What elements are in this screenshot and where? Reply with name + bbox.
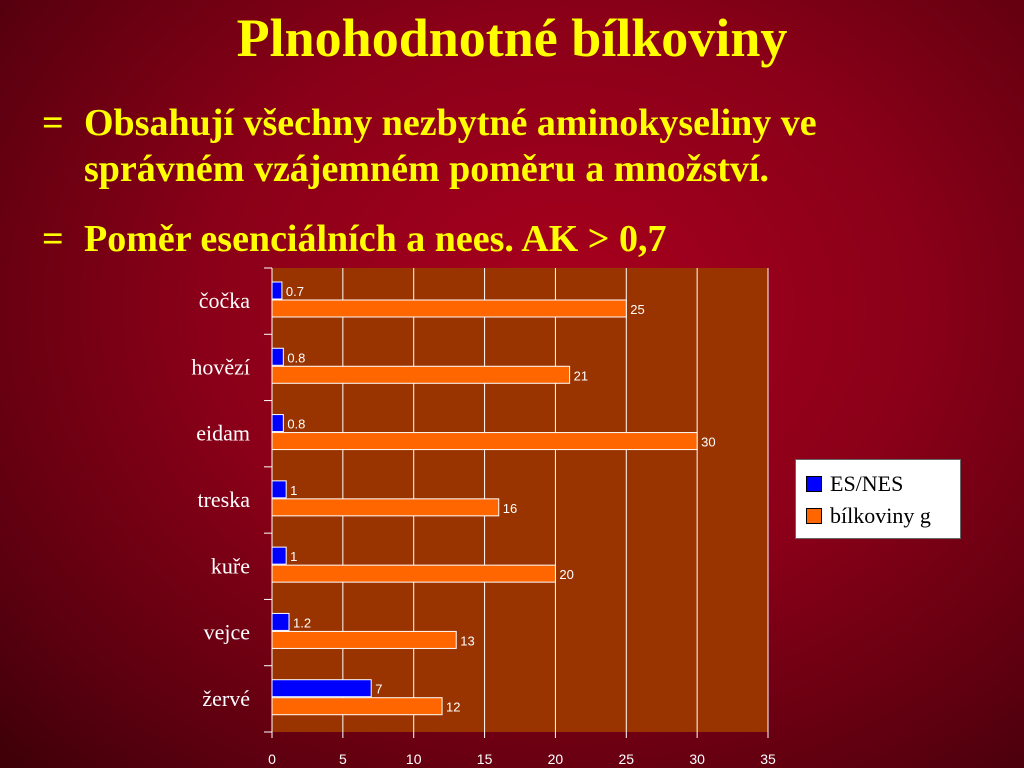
legend-label-protein: bílkoviny g	[830, 503, 931, 528]
data-label-es-nes: 7	[375, 681, 383, 697]
category-label: hovězí	[191, 354, 250, 380]
category-label: čočka	[198, 288, 250, 314]
bar-protein	[272, 499, 499, 516]
bar-es-nes	[272, 415, 283, 432]
bar-es-nes	[272, 481, 286, 498]
data-label-protein: 12	[446, 699, 461, 715]
bullet-2-text: Poměr esenciálních a nees. AK > 0,7	[84, 218, 667, 260]
category-label: žervé	[202, 685, 250, 711]
bullet-1-text: Obsahují všechny nezbytné aminokyseliny ve správném vzájemném poměru a množství.	[84, 102, 817, 190]
data-label-es-nes: 1.2	[293, 615, 312, 631]
x-tick-label: 35	[760, 751, 776, 767]
bar-es-nes	[272, 547, 286, 564]
x-tick-label: 30	[689, 751, 705, 767]
bar-protein	[272, 366, 570, 383]
data-label-es-nes: 1	[290, 549, 298, 565]
bar-protein	[272, 698, 442, 715]
data-label-es-nes: 0.8	[287, 350, 306, 366]
data-label-protein: 21	[573, 368, 589, 384]
bar-es-nes	[272, 282, 282, 299]
x-tick-label: 15	[476, 751, 493, 767]
data-label-es-nes: 0.7	[285, 284, 304, 299]
legend-item-es-nes	[806, 470, 903, 498]
legend-swatch-es-nes	[806, 476, 822, 492]
x-tick-label: 5	[338, 751, 347, 767]
data-label-es-nes: 1	[290, 482, 298, 498]
x-tick-label: 10	[405, 751, 422, 767]
category-label: eidam	[196, 420, 250, 446]
bar-protein	[272, 565, 555, 582]
legend-item-protein	[806, 502, 931, 530]
bar-protein	[272, 433, 697, 450]
data-label-protein: 30	[701, 434, 716, 450]
x-tick-label: 0	[268, 751, 276, 767]
chart-legend	[795, 459, 961, 539]
bar-es-nes	[272, 613, 289, 630]
data-label-protein: 13	[460, 633, 475, 649]
data-label-protein: 25	[630, 302, 645, 317]
legend-label-es-nes: ES/NES	[830, 471, 904, 496]
bar-es-nes	[272, 680, 371, 697]
slide-title: Plnohodnotné bílkoviny	[236, 8, 788, 68]
x-tick-label: 25	[618, 751, 635, 767]
bar-es-nes	[272, 348, 283, 365]
data-label-protein: 16	[502, 500, 518, 516]
legend-swatch-protein	[806, 508, 822, 524]
category-label: kuře	[210, 553, 250, 579]
category-label: treska	[197, 487, 250, 512]
x-tick-label: 20	[547, 751, 564, 767]
data-label-protein: 20	[559, 567, 574, 583]
bullet-1-mark: =	[42, 102, 64, 144]
category-label: vejce	[203, 619, 250, 645]
data-label-es-nes: 0.8	[287, 416, 306, 432]
bar-protein	[272, 631, 456, 648]
bullet-2-mark: =	[42, 218, 64, 260]
bar-protein	[272, 300, 626, 317]
